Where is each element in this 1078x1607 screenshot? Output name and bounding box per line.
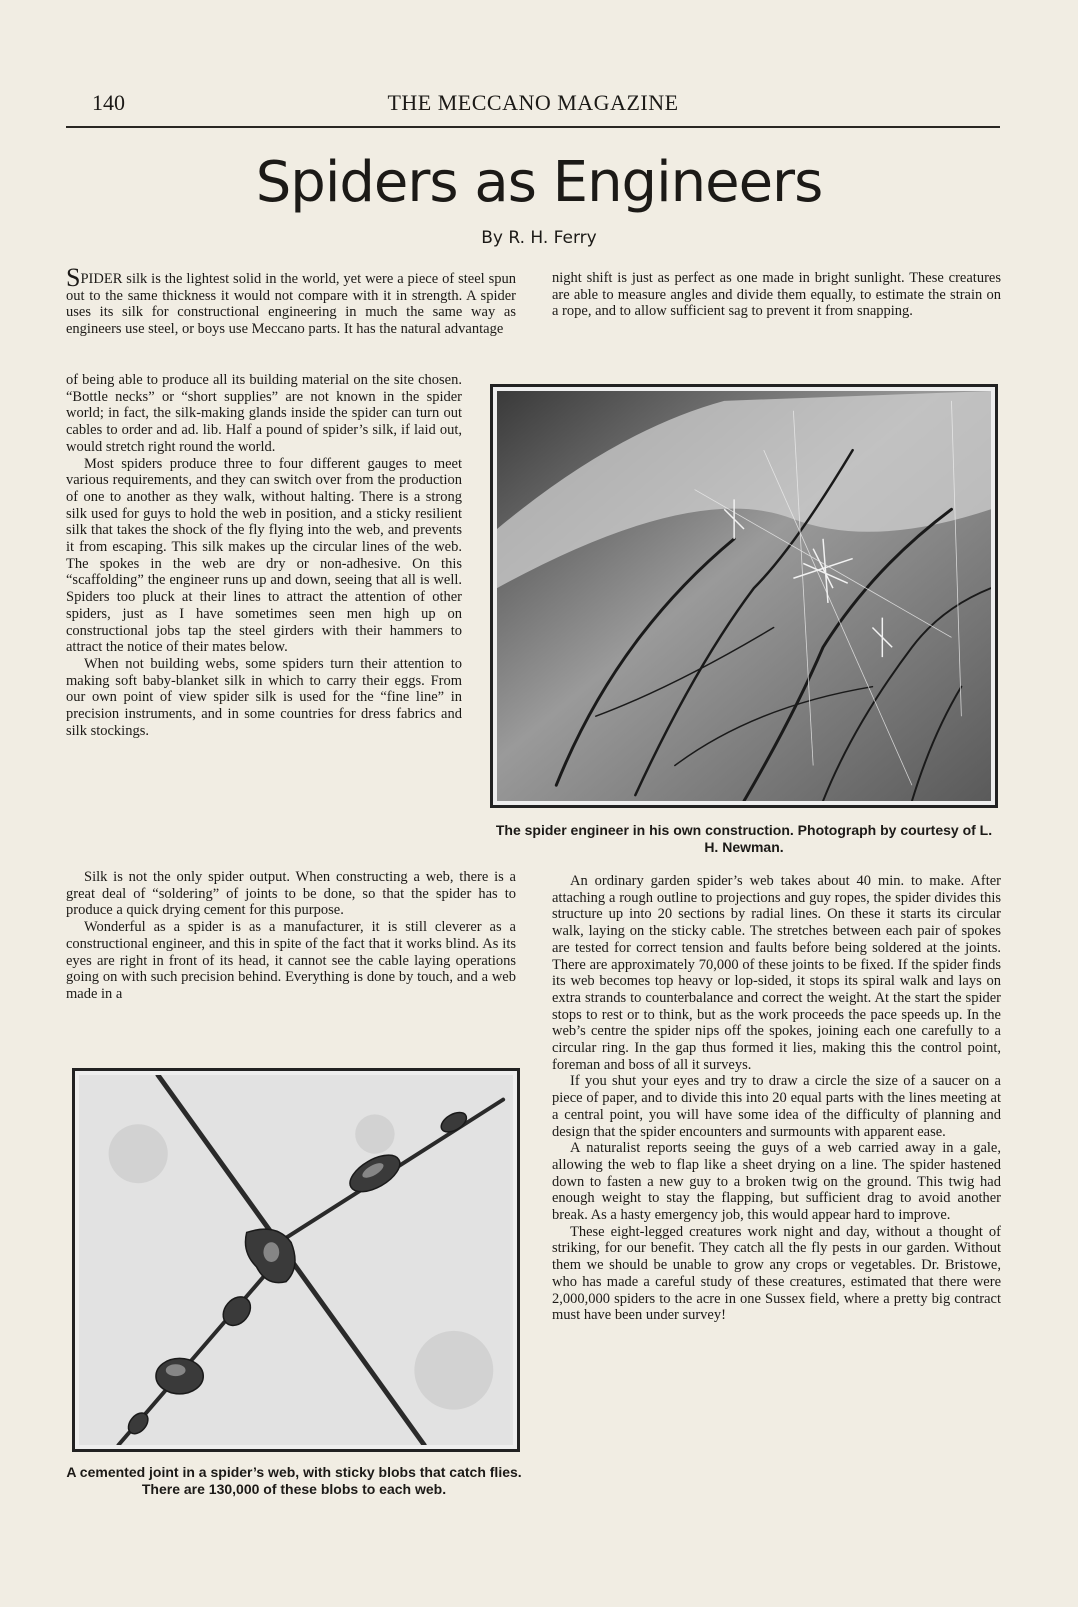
photo1-caption: The spider engineer in his own construction. Photograph by courtesy of L. H. Newman.: [495, 822, 993, 855]
left-column-intro: [66, 263, 516, 338]
left-column-narrow: [66, 372, 462, 739]
article-byline: By R. H. Ferry: [481, 228, 597, 248]
intro-paragraph: [66, 263, 516, 338]
paragraph: If you shut your eyes and try to draw a circle the size of a saucer on a piece of paper, and to divide this into 20 equal parts with the lines meeting at a central point, you will have some idea of the difficulty of planning and design that the spider encounters and surmounts with apparent ease.: [552, 1073, 1001, 1140]
paragraph: Silk is not the only spider output. When constructing a web, there is a great deal of “soldering” of joints to be done, so that the spider has to produce a quick drying cement for this purpose.: [66, 869, 516, 919]
paragraph: An ordinary garden spider’s web takes about 40 min. to make. After attaching a rough outline to projections and guy ropes, the spider divides this structure up into 20 sections by radial lines. On these it starts its circular walk, laying on the sticky cable. The stretches between each pair of spokes are tested for correct tension and faults before being soldered at the joints. There are approximately 70,000 of these joints to be fixed. If the spider finds its web becomes top heavy or lop-sided, it stops its spiral walk and lays on extra strands to counterbalance and correct the weight. At the start the spider stops to rest or to think, but as the work proceeds the pace speeds up. In the web’s centre the spider nips off the spokes, joining each one carefully to a circular ring. In the gap thus formed it lies, making this the control point, foreman and boss of all it surveys.: [552, 873, 1001, 1073]
cemented-joint-image: [79, 1075, 513, 1445]
page-number: 140: [92, 90, 125, 115]
cemented-joint-photo: [72, 1068, 520, 1452]
paragraph: night shift is just as perfect as one made in bright sunlight. These creatures are able to measure angles and divide them equally, to estimate the strain on a rope, and to allow sufficient sag to prevent it from snapping.: [552, 270, 1001, 320]
paragraph: Wonderful as a spider is as a manufacturer, it is still cleverer as a constructional engineer, and this in spite of the fact that it works blind. As its eyes are right in front of its head, it cannot see the cable laying operations going on with such precision behind. Everything is done by touch, and a web made in a: [66, 919, 516, 1002]
paragraph: of being able to produce all its building material on the site chosen. “Bottle necks” or “short supplies” are not known in the spider world; in fact, the silk-making glands inside the spider can turn out cables to order and ad. lib. Half a pound of spider’s silk, if laid out, would stretch right round the world.: [66, 372, 462, 455]
paragraph: A naturalist reports seeing the guys of a web carried away in a gale, allowing the web to flap like a sheet drying on a line. The spider hastened down to fasten a new guy to a broken twig on the ground. This twig had enough weight to stay the flapping, but sufficient drag to avoid another break. As a hasty emergency job, this would appear hard to improve.: [552, 1140, 1001, 1224]
intro-text: PIDER silk is the lightest solid in the world, yet were a piece of steel spun out to the same thickness it would not compare with it in strength. A spider uses its silk for constructional engineering in much the same way as engineers use steel, or boys use Meccano parts. It has the natural advantage: [66, 271, 516, 338]
article-title: Spiders as Engineers: [255, 150, 823, 215]
right-column-lower: [552, 873, 1001, 1324]
page-header: [66, 90, 1000, 128]
drop-cap: S: [66, 263, 81, 292]
paragraph: Most spiders produce three to four different gauges to meet various requirements, and they can switch over from the production of one to another as they walk, without halting. There is a strong silk used for guys to hold the web in position, and a sticky resilient silk that takes the shock of the fly flying into the web, and prevents it from escaping. This silk makes up the circular lines of the web. The spokes in the web are dry or non-adhesive. On this “scaffolding” the engineer runs up and down, seeing that all is well. Spiders too pluck at their lines to attract the attention of other spiders, just as I have sometimes seen men high up on constructional jobs tap the steel girders with their hammers to attract the notice of their mates below.: [66, 455, 462, 656]
magazine-title: THE MECCANO MAGAZINE: [387, 90, 679, 115]
photo2-caption: A cemented joint in a spider’s web, with sticky blobs that catch flies. There are 130,000 of these blobs to each web.: [66, 1464, 522, 1497]
right-column-top: [552, 270, 1001, 320]
left-column-lower: [66, 869, 516, 1003]
spider-photo: [490, 384, 998, 808]
spider-web-photo-image: [497, 391, 991, 801]
paragraph: When not building webs, some spiders turn their attention to making soft baby-blanket silk in which to carry their eggs. From our own point of view spider silk is used for the “fine line” in precision instruments, and in some countries for dress fabrics and silk stockings.: [66, 655, 462, 739]
paragraph: These eight-legged creatures work night and day, without a thought of striking, for our benefit. They catch all the fly pests in our garden. Without them we should be unable to grow any crops or vegetables. Dr. Bristowe, who has made a careful study of these creatures, estimated that there were 2,000,000 spiders to the acre in one Sussex field, where a pretty big contract must have been under survey!: [552, 1223, 1001, 1324]
